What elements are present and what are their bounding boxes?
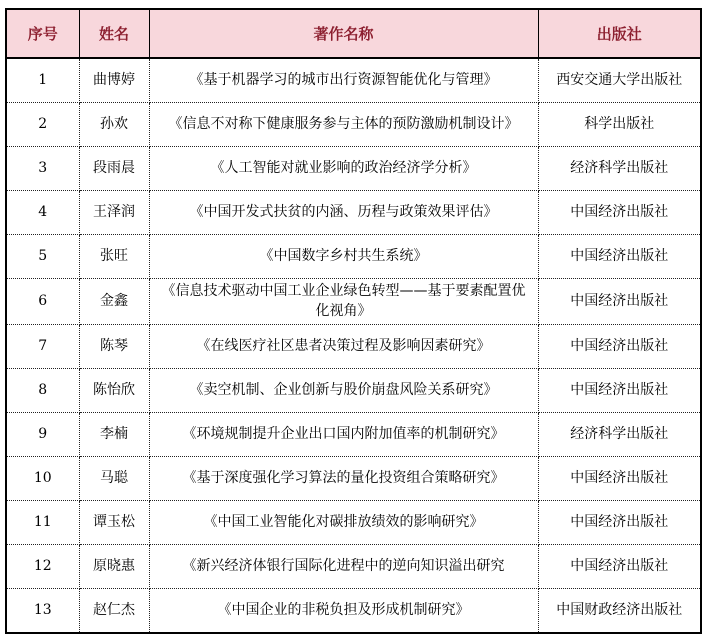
cell-name: 赵仁杰 — [79, 588, 149, 633]
cell-index: 11 — [6, 500, 79, 544]
cell-publisher: 中国经济出版社 — [538, 500, 701, 544]
cell-index: 8 — [6, 368, 79, 412]
cell-index: 9 — [6, 412, 79, 456]
cell-index: 13 — [6, 588, 79, 633]
cell-publisher: 科学出版社 — [538, 103, 701, 147]
table-row — [6, 412, 701, 456]
publications-table — [5, 8, 702, 634]
cell-name: 原晓惠 — [79, 544, 149, 588]
cell-name: 李楠 — [79, 412, 149, 456]
cell-title: 《中国数字乡村共生系统》 — [149, 235, 538, 279]
cell-title: 《基于深度强化学习算法的量化投资组合策略研究》 — [149, 456, 538, 500]
cell-name: 马聪 — [79, 456, 149, 500]
cell-index: 10 — [6, 456, 79, 500]
column-header-title: 著作名称 — [149, 9, 538, 58]
table-row — [6, 103, 701, 147]
cell-name: 张旺 — [79, 235, 149, 279]
cell-name: 陈琴 — [79, 324, 149, 368]
cell-publisher: 经济科学出版社 — [538, 147, 701, 191]
cell-name: 段雨晨 — [79, 147, 149, 191]
cell-title: 《新兴经济体银行国际化进程中的逆向知识溢出研究 — [149, 544, 538, 588]
table-row — [6, 279, 701, 325]
cell-publisher: 中国经济出版社 — [538, 235, 701, 279]
cell-index: 7 — [6, 324, 79, 368]
table-row — [6, 324, 701, 368]
cell-title: 《中国企业的非税负担及形成机制研究》 — [149, 588, 538, 633]
cell-title: 《信息不对称下健康服务参与主体的预防激励机制设计》 — [149, 103, 538, 147]
cell-index: 5 — [6, 235, 79, 279]
cell-title: 《环境规制提升企业出口国内附加值率的机制研究》 — [149, 412, 538, 456]
column-header-name: 姓名 — [79, 9, 149, 58]
table-row — [6, 191, 701, 235]
cell-title: 《在线医疗社区患者决策过程及影响因素研究》 — [149, 324, 538, 368]
cell-name: 王泽润 — [79, 191, 149, 235]
cell-title: 《卖空机制、企业创新与股价崩盘风险关系研究》 — [149, 368, 538, 412]
column-header-publisher: 出版社 — [538, 9, 701, 58]
cell-publisher: 中国经济出版社 — [538, 191, 701, 235]
cell-title: 《中国工业智能化对碳排放绩效的影响研究》 — [149, 500, 538, 544]
table-row — [6, 456, 701, 500]
header-row — [6, 9, 701, 58]
cell-index: 4 — [6, 191, 79, 235]
cell-name: 曲博婷 — [79, 58, 149, 103]
table-row — [6, 235, 701, 279]
cell-publisher: 中国财政经济出版社 — [538, 588, 701, 633]
cell-index: 6 — [6, 279, 79, 325]
table-row — [6, 588, 701, 633]
cell-publisher: 中国经济出版社 — [538, 324, 701, 368]
cell-publisher: 中国经济出版社 — [538, 368, 701, 412]
cell-title: 《信息技术驱动中国工业企业绿色转型——基于要素配置优化视角》 — [149, 279, 538, 325]
cell-index: 1 — [6, 58, 79, 103]
cell-index: 3 — [6, 147, 79, 191]
cell-publisher: 中国经济出版社 — [538, 544, 701, 588]
cell-title: 《中国开发式扶贫的内涵、历程与政策效果评估》 — [149, 191, 538, 235]
table-row — [6, 544, 701, 588]
cell-index: 2 — [6, 103, 79, 147]
cell-title: 《基于机器学习的城市出行资源智能优化与管理》 — [149, 58, 538, 103]
cell-name: 孙欢 — [79, 103, 149, 147]
table-row — [6, 368, 701, 412]
table-row — [6, 58, 701, 103]
cell-title: 《人工智能对就业影响的政治经济学分析》 — [149, 147, 538, 191]
cell-index: 12 — [6, 544, 79, 588]
cell-publisher: 中国经济出版社 — [538, 456, 701, 500]
table-row — [6, 500, 701, 544]
table-row — [6, 147, 701, 191]
table-body — [6, 58, 701, 633]
cell-publisher: 中国经济出版社 — [538, 279, 701, 325]
column-header-index: 序号 — [6, 9, 79, 58]
cell-name: 谭玉松 — [79, 500, 149, 544]
cell-name: 金鑫 — [79, 279, 149, 325]
cell-name: 陈怡欣 — [79, 368, 149, 412]
cell-publisher: 经济科学出版社 — [538, 412, 701, 456]
cell-publisher: 西安交通大学出版社 — [538, 58, 701, 103]
